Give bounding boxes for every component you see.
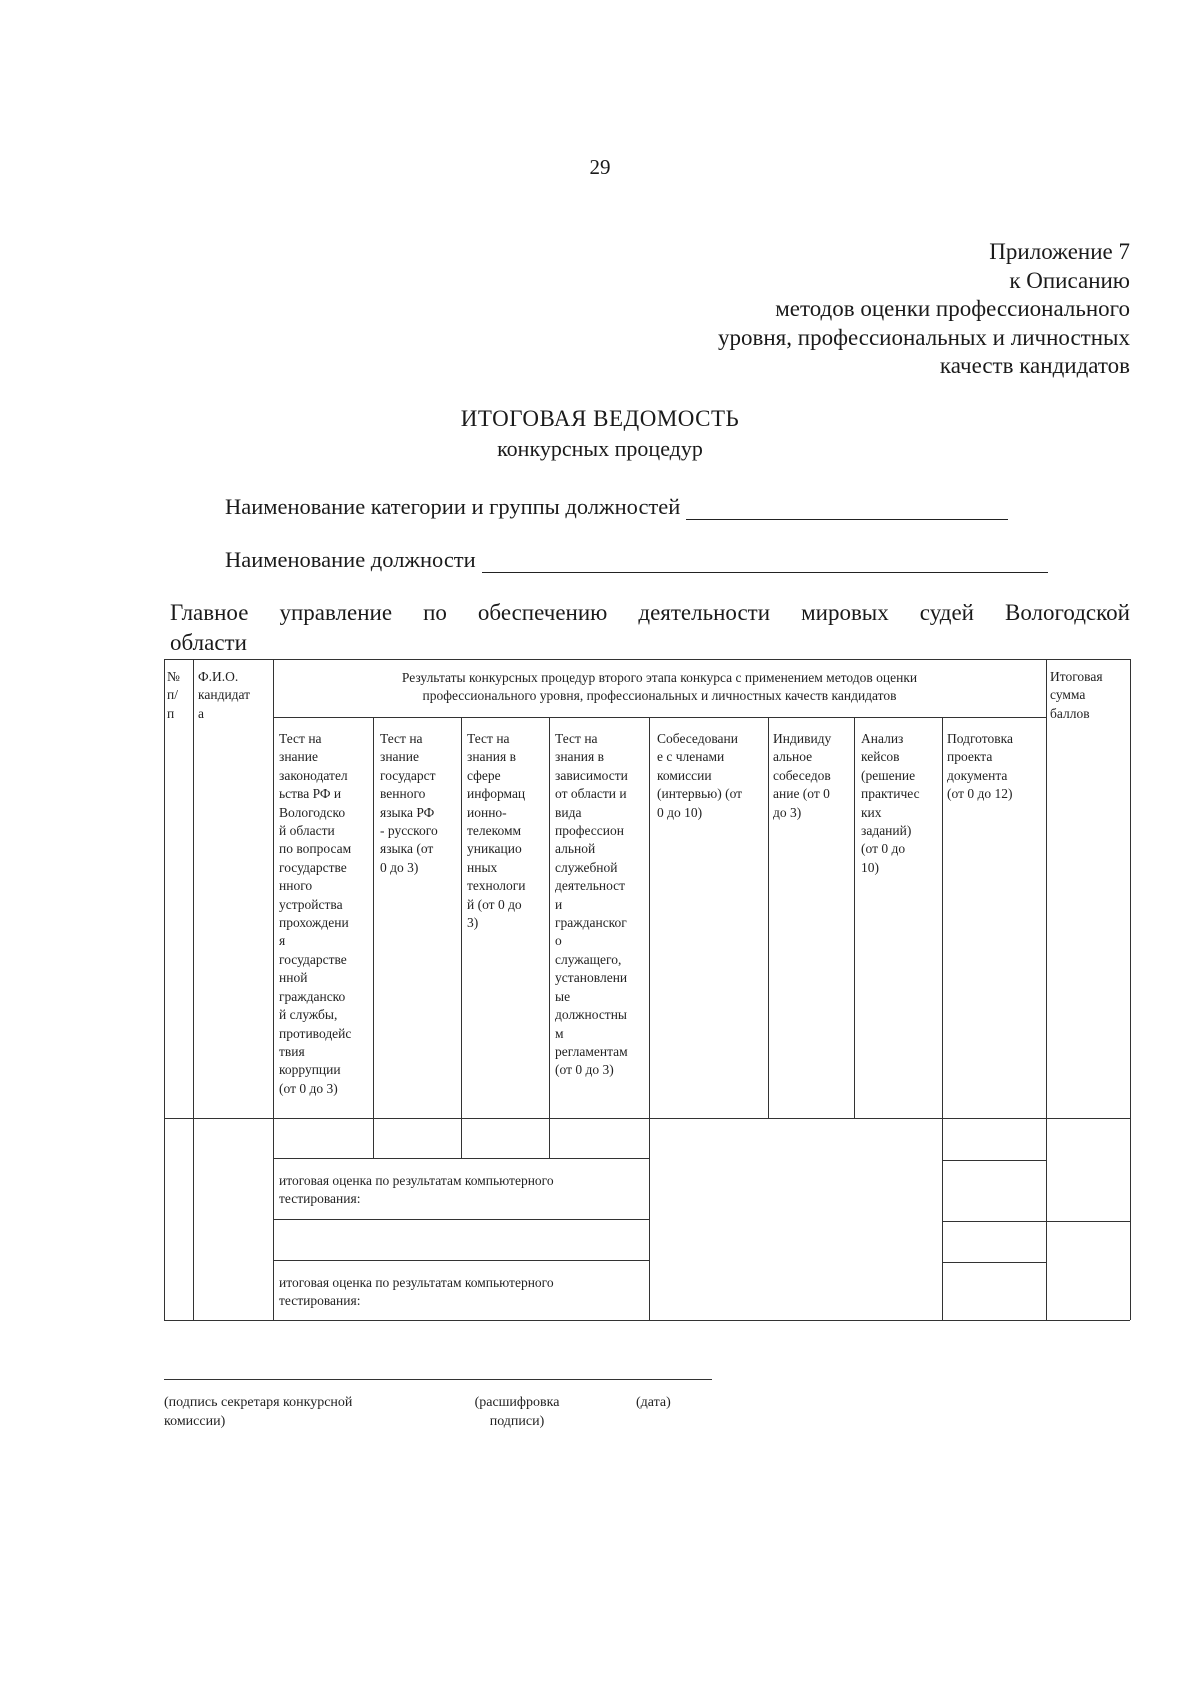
- subcol-header-line: 3): [467, 915, 479, 931]
- subcol-header-document-draft: [947, 730, 1013, 804]
- organization-word: мировых: [801, 600, 889, 625]
- subcol-header-line: от области и: [555, 786, 627, 802]
- position-field-blank[interactable]: [482, 552, 1048, 573]
- position-field: [225, 547, 1048, 573]
- subcol-header-line: деятельност: [555, 878, 626, 894]
- organization-line-1: [170, 600, 1130, 626]
- subcol-header-line: о: [555, 933, 562, 949]
- subcol-header-line: Собеседовани: [657, 731, 738, 746]
- subcol-header-line: знание: [279, 749, 318, 765]
- subcol-header-individual-interview: [773, 730, 831, 822]
- subcol-header-line: языка РФ: [380, 804, 435, 820]
- header-line: баллов: [1050, 705, 1090, 721]
- subcol-header-line: (решение: [861, 767, 916, 783]
- subcol-header-line: до 3): [773, 804, 802, 820]
- subcol-header-line: должностны: [555, 1007, 628, 1023]
- table-row-line: [273, 1260, 649, 1261]
- subcol-header-line: языка (от: [380, 841, 434, 857]
- table-col-line: [193, 659, 194, 1320]
- table-col-line: [461, 717, 462, 1158]
- subcol-header-ict-test: [467, 730, 526, 932]
- subcol-header-line: служащего,: [555, 951, 622, 967]
- subcol-header-line: ких: [861, 804, 882, 820]
- subcol-header-legislation-test: [279, 730, 351, 1098]
- subcol-header-line: по вопросам: [279, 841, 352, 857]
- subcol-header-line: знания в: [555, 749, 604, 765]
- subcol-header-line: противодейс: [279, 1025, 352, 1041]
- col-total-header: [1050, 668, 1103, 723]
- appendix-block: [570, 238, 1130, 381]
- organization-word: по: [423, 600, 447, 625]
- subcol-header-line: ионно-: [467, 804, 507, 820]
- subcol-header-line: нной: [279, 970, 308, 986]
- subcol-header-line: ьства РФ и: [279, 786, 342, 802]
- subcol-header-line: Индивиду: [773, 731, 832, 746]
- subcol-header-line: альное: [773, 749, 813, 765]
- caption-line: (расшифровка: [474, 1395, 560, 1410]
- subcol-header-line: твия: [279, 1043, 305, 1059]
- organization-word: Вологодской: [1005, 600, 1130, 625]
- subcol-header-line: устройства: [279, 896, 343, 912]
- subcol-header-line: венного: [380, 786, 426, 802]
- table-row-line: [273, 1158, 649, 1159]
- subcol-header-line: е с членами: [657, 749, 725, 765]
- subcol-header-line: (от 0 до 12): [947, 786, 1013, 802]
- appendix-line: методов оценки профессионального: [775, 296, 1130, 321]
- subcol-header-line: м: [555, 1025, 564, 1041]
- subcol-header-line: 0 до 10): [657, 804, 703, 820]
- table-col-line: [942, 717, 943, 1320]
- header-line: сумма: [1050, 687, 1086, 703]
- table-row-line: [942, 1160, 1046, 1161]
- caption-line: (подпись секретаря конкурсной: [164, 1395, 353, 1410]
- results-span-header: [273, 669, 1046, 706]
- subcol-header-line: (от 0 до: [861, 841, 906, 857]
- table-col-line: [273, 659, 274, 1320]
- subcol-header-line: Тест на: [467, 731, 510, 746]
- summary-line: итоговая оценка по результатам компьютерного: [279, 1275, 554, 1290]
- subcol-header-line: практичес: [861, 786, 920, 802]
- document-subtitle: конкурсных процедур: [497, 436, 703, 461]
- organization-word: Главное: [170, 600, 249, 625]
- table-row-line: [942, 1262, 1046, 1263]
- subcol-header-line: телекомм: [467, 823, 522, 839]
- subcol-header-line: Тест на: [279, 731, 322, 746]
- summary-row-label: [279, 1274, 554, 1311]
- appendix-line: к Описанию: [1009, 267, 1130, 293]
- header-line: Итоговая: [1050, 669, 1103, 684]
- col-name-header: [198, 668, 250, 723]
- header-line: кандидат: [198, 687, 251, 703]
- table-col-line: [1046, 659, 1047, 1320]
- header-line: Результаты конкурсных процедур второго этапа конкурса с применением методов оценки: [401, 670, 918, 685]
- subcol-header-line: служебной: [555, 859, 618, 875]
- subcol-header-language-test: [380, 730, 438, 877]
- subcol-header-line: коррупции: [279, 1062, 341, 1078]
- summary-line: тестирования:: [279, 1191, 361, 1207]
- organization-word: судей: [919, 600, 974, 625]
- organization-line-2: области: [170, 630, 247, 655]
- date-caption: (дата): [636, 1395, 671, 1410]
- header-line: профессионального уровня, профессиональных и личностных качеств кандидатов: [422, 688, 897, 704]
- subcol-header-line: знание: [380, 749, 419, 765]
- subcol-header-line: государстве: [279, 951, 347, 967]
- summary-row-label: [279, 1172, 554, 1209]
- subcol-header-line: ые: [555, 988, 571, 1004]
- subcol-header-line: ание (от 0: [773, 786, 830, 802]
- table-border-left: [164, 659, 165, 1320]
- subcol-header-line: технологи: [467, 878, 526, 894]
- subcol-header-line: нного: [279, 878, 313, 894]
- signature-decode-caption: [452, 1393, 582, 1431]
- subcol-header-line: Анализ: [861, 731, 904, 746]
- subcol-header-line: Вологодско: [279, 804, 346, 820]
- document-title: ИТОГОВАЯ ВЕДОМОСТЬ: [460, 406, 740, 431]
- caption-line: комиссии): [164, 1414, 226, 1429]
- subcol-header-professional-test: [555, 730, 628, 1080]
- subcol-header-line: й (от 0 до: [467, 896, 522, 912]
- table-col-line: [649, 717, 650, 1320]
- position-field-label: Наименование должности: [225, 547, 476, 572]
- subcol-header-line: регламентам: [555, 1043, 628, 1059]
- subcol-header-line: и: [555, 896, 563, 912]
- organization-word: управление: [279, 600, 393, 625]
- category-field-blank[interactable]: [686, 499, 1008, 520]
- col-number-header: [167, 668, 180, 723]
- subcol-header-line: 0 до 3): [380, 859, 419, 875]
- subcol-header-line: профессион: [555, 823, 624, 839]
- subcol-header-line: законодател: [279, 767, 348, 783]
- table-col-line: [549, 717, 550, 1158]
- signature-line: [164, 1379, 712, 1380]
- subcol-header-line: кейсов: [861, 749, 900, 765]
- subcol-header-line: комиссии: [657, 767, 712, 783]
- table-border-bottom: [164, 1320, 1130, 1321]
- organization-word: обеспечению: [477, 600, 608, 625]
- caption-line: подписи): [489, 1414, 545, 1429]
- subcol-header-line: собеседов: [773, 767, 831, 783]
- table-border-top: [164, 659, 1130, 660]
- subcol-header-line: государст: [380, 767, 436, 783]
- appendix-line: качеств кандидатов: [939, 353, 1130, 378]
- subcol-header-case-analysis: [861, 730, 920, 877]
- subcol-header-line: гражданског: [555, 915, 627, 931]
- subcol-header-line: уникацио: [467, 841, 522, 857]
- category-field: [225, 494, 1008, 520]
- subcol-header-line: гражданско: [279, 988, 346, 1004]
- category-field-label: Наименование категории и группы должностей: [225, 494, 681, 519]
- table-col-line: [768, 717, 769, 1118]
- header-line: Ф.И.О.: [198, 669, 239, 684]
- subcol-header-line: альной: [555, 841, 596, 857]
- header-line: п: [167, 705, 175, 721]
- subcol-header-line: (от 0 до 3): [279, 1080, 338, 1096]
- subcol-header-line: (интервью) (от: [657, 786, 743, 802]
- subcol-header-interview: [657, 730, 742, 822]
- subcol-header-line: государстве: [279, 859, 347, 875]
- subcol-header-line: документа: [947, 767, 1008, 783]
- table-row-line: [942, 1221, 1130, 1222]
- subcol-header-line: Подготовка: [947, 731, 1013, 746]
- subcol-header-line: Тест на: [555, 731, 598, 746]
- subcol-header-line: й области: [279, 823, 335, 839]
- subcol-header-line: я: [279, 933, 286, 949]
- table-header-bottom: [164, 1118, 1130, 1119]
- subcol-header-line: знания в: [467, 749, 516, 765]
- organization-word: деятельности: [638, 600, 771, 625]
- header-line: п/: [167, 687, 178, 703]
- subcol-header-line: - русского: [380, 823, 438, 839]
- header-line: №: [167, 669, 180, 684]
- summary-line: тестирования:: [279, 1293, 361, 1309]
- subcol-header-line: сфере: [467, 767, 501, 783]
- subcol-header-line: (от 0 до 3): [555, 1062, 614, 1078]
- secretary-signature-caption: [164, 1393, 352, 1431]
- subcol-header-line: информац: [467, 786, 526, 802]
- subcol-header-line: зависимости: [555, 767, 628, 783]
- appendix-line: уровня, профессиональных и личностных: [718, 324, 1130, 350]
- subcol-header-line: заданий): [861, 823, 912, 839]
- page-number: 29: [589, 155, 611, 179]
- subcol-header-line: й службы,: [279, 1007, 338, 1023]
- summary-line: итоговая оценка по результатам компьютерного: [279, 1173, 554, 1188]
- subcol-header-line: 10): [861, 859, 879, 875]
- header-line: а: [198, 705, 204, 721]
- subcol-header-line: прохождени: [279, 915, 349, 931]
- subcol-header-line: нных: [467, 859, 498, 875]
- appendix-line: Приложение 7: [989, 239, 1130, 264]
- table-col-line: [373, 717, 374, 1158]
- subcol-header-line: вида: [555, 804, 582, 820]
- table-subheader-line: [273, 717, 1046, 718]
- table-col-line: [854, 717, 855, 1118]
- subcol-header-line: Тест на: [380, 731, 423, 746]
- subcol-header-line: установлени: [555, 970, 628, 986]
- subcol-header-line: проекта: [947, 749, 993, 765]
- table-border-right: [1130, 659, 1131, 1320]
- table-row-line: [273, 1219, 649, 1220]
